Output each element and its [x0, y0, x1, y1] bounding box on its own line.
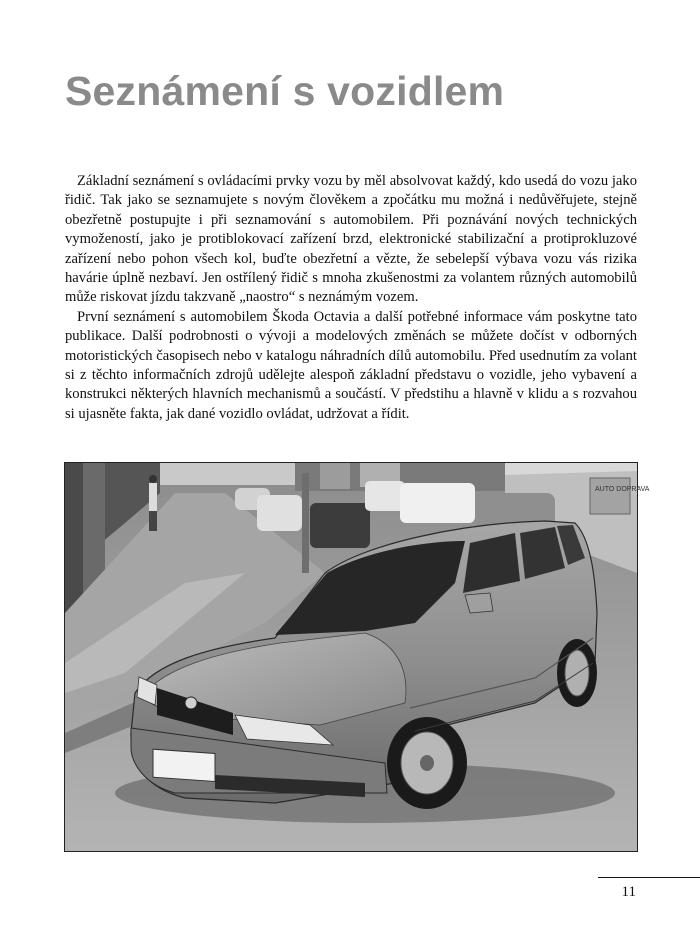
- page-title: Seznámení s vozidlem: [65, 68, 505, 114]
- shop-sign-text: AUTO DOPRAVA: [595, 486, 650, 493]
- body-text: [65, 172, 637, 424]
- paragraph-intro: Základní seznámení s ovládacími prvky vozu by měl absolvovat každý, kdo usedá do vozu jako řidič. Tak jako se seznamujete s novým člověkem a zpočátku mu možná i nedůvěřujete, stejně obezřetně postupujte i při seznamování s automobilem. Při poznávání nových technických vymožeností, jako je protiblokovací zařízení brzd, elektronické stabilizační a protiprokluzové zařízení nebo pohon všech kol, buďte obezřetní a vězte, že sebelepší výbava vozu vás rizika havárie úplně nezbaví. Jen ostřílený řidič s mnoha zkušenostmi za volantem různých automobilů může riskovat jízdu takzvaně „naostro“ s neznámým vozem.: [65, 173, 637, 306]
- car-photo-illustration: [65, 463, 650, 851]
- page-number: 11: [621, 884, 636, 900]
- car-photo: [64, 462, 650, 852]
- paragraph-publication: První seznámení s automobilem Škoda Octavia a další potřebné informace vám poskytne tato publikace. Další podrobnosti o vývoji a modelových změnách se můžete dočíst v odborných motoristických časopisech nebo v katalogu náhradních dílů automobilu. Před usednutím za volant si z těchto informačních zdrojů udělejte alespoň základní představu o vozidle, jeho vybavení a konstrukci některých hlavních mechanismů a součástí. V předstihu a hlavně v klidu a s rozvahou si ujasněte fakta, jak dané vozidlo ovládat, udržovat a řídit.: [65, 308, 637, 422]
- footer-rule: [598, 877, 700, 878]
